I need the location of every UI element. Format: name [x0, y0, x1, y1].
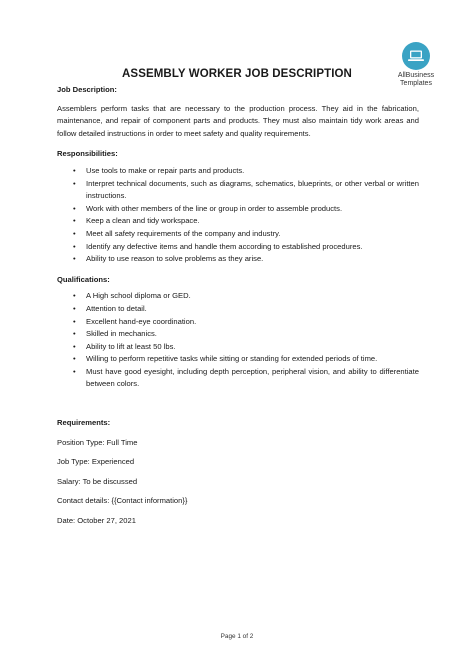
position-type: Position Type: Full Time	[57, 437, 138, 447]
job-type: Job Type: Experienced	[57, 457, 135, 467]
contact-details: Contact details: {{Contact information}}	[57, 496, 188, 506]
list-item: • Excellent hand-eye coordination.	[57, 316, 419, 329]
document-title: ASSEMBLY WORKER JOB DESCRIPTION	[122, 68, 352, 80]
list-item: • Willing to perform repetitive tasks while sitting or standing for extended periods of time.	[57, 353, 419, 366]
list-item: • Use tools to make or repair parts and products.	[57, 165, 419, 178]
list-item: • Must have good eyesight, including depth perception, peripheral vision, and ability to differentiate between colors.	[57, 366, 419, 391]
list-item: • Ability to use reason to solve problems as they arise.	[57, 253, 419, 266]
logo-line-2: Templates	[400, 80, 432, 87]
list-item: • A High school diploma or GED.	[57, 290, 419, 303]
list-item: • Work with other members of the line or group in order to assemble products.	[57, 203, 419, 216]
list-item: • Keep a clean and tidy workspace.	[57, 215, 419, 228]
job-description-heading: Job Description:	[57, 85, 117, 94]
salary: Salary: To be discussed	[57, 476, 138, 486]
qualifications-section	[57, 274, 419, 391]
requirements-section	[57, 417, 419, 528]
list-item: • Ability to lift at least 50 lbs.	[57, 341, 419, 354]
requirements-heading: Requirements:	[57, 418, 111, 428]
responsibilities-list	[57, 165, 419, 266]
qualifications-heading: Qualifications:	[57, 274, 110, 284]
document-body	[57, 84, 419, 528]
responsibilities-section	[57, 148, 419, 265]
list-item: • Identify any defective items and handle them according to established procedures.	[57, 241, 419, 254]
allbusiness-logo[interactable]	[395, 42, 437, 88]
page-number: Page 1 of 2	[220, 633, 254, 640]
list-item: • Interpret technical documents, such as diagrams, schematics, blueprints, or other verbal or written instructions.	[57, 178, 419, 203]
list-item: • Attention to detail.	[57, 303, 419, 316]
list-item: • Skilled in mechanics.	[57, 328, 419, 341]
job-description-section	[57, 84, 419, 140]
list-item: • Meet all safety requirements of the company and industry.	[57, 228, 419, 241]
qualifications-list	[57, 290, 419, 391]
job-description-text: Assemblers perform tasks that are necessary to the production process. They aid in the fabrication, maintenance, and repair of component parts and products. They must also maintain tidy work areas and follow detailed instructions in order to meet safety and quality requirements.	[57, 103, 419, 138]
laptop-icon	[402, 42, 430, 70]
logo-line-1: AllBusiness	[397, 72, 435, 79]
responsibilities-heading: Responsibilities:	[57, 149, 118, 159]
date: Date: October 27, 2021	[57, 516, 136, 526]
